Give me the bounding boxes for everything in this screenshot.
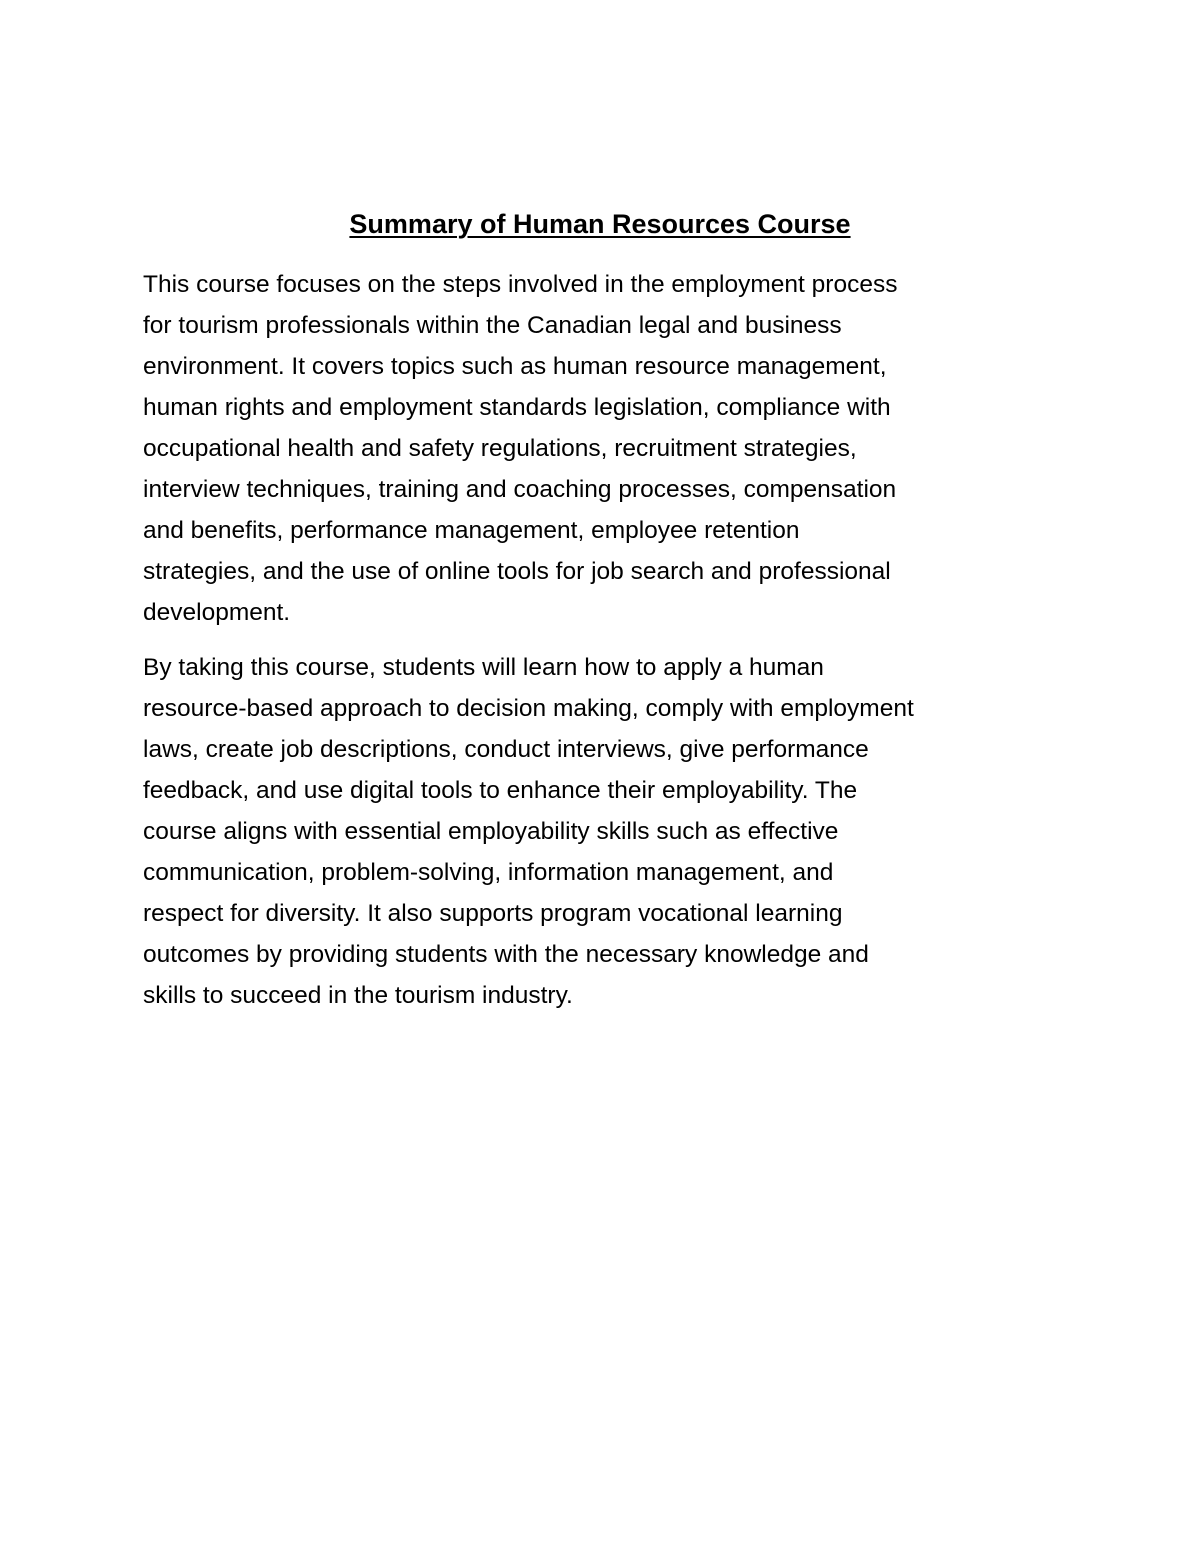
paragraph-line: skills to succeed in the tourism industry.	[143, 982, 573, 1009]
document-title: Summary of Human Resources Course	[349, 209, 851, 239]
paragraph-line: human rights and employment standards legislation, compliance with	[143, 394, 891, 421]
paragraph-line: occupational health and safety regulations, recruitment strategies,	[143, 435, 857, 462]
paragraph-line: and benefits, performance management, employee retention	[143, 517, 800, 544]
paragraph-line: communication, problem-solving, information management, and	[143, 859, 834, 886]
paragraph-line: strategies, and the use of online tools for job search and professional	[143, 558, 891, 585]
paragraph-line: development.	[143, 599, 291, 626]
paragraph-line: course aligns with essential employability skills such as effective	[143, 818, 839, 845]
paragraph-line: By taking this course, students will learn how to apply a human	[143, 654, 824, 681]
paragraph-line: laws, create job descriptions, conduct interviews, give performance	[143, 736, 869, 763]
paragraph-line: feedback, and use digital tools to enhance their employability. The	[143, 777, 858, 804]
paragraph-line: resource-based approach to decision making, comply with employment	[143, 695, 914, 722]
document-body	[143, 264, 1068, 1030]
paragraph-line: respect for diversity. It also supports program vocational learning	[143, 900, 843, 927]
paragraph-line: This course focuses on the steps involved in the employment process	[143, 271, 898, 298]
paragraph-line: interview techniques, training and coaching processes, compensation	[143, 476, 897, 503]
paragraph-2	[143, 647, 1068, 1016]
paragraph-line: environment. It covers topics such as human resource management,	[143, 353, 887, 380]
paragraph-1	[143, 264, 1068, 633]
paragraph-line: outcomes by providing students with the necessary knowledge and	[143, 941, 869, 968]
paragraph-line: for tourism professionals within the Canadian legal and business	[143, 312, 842, 339]
